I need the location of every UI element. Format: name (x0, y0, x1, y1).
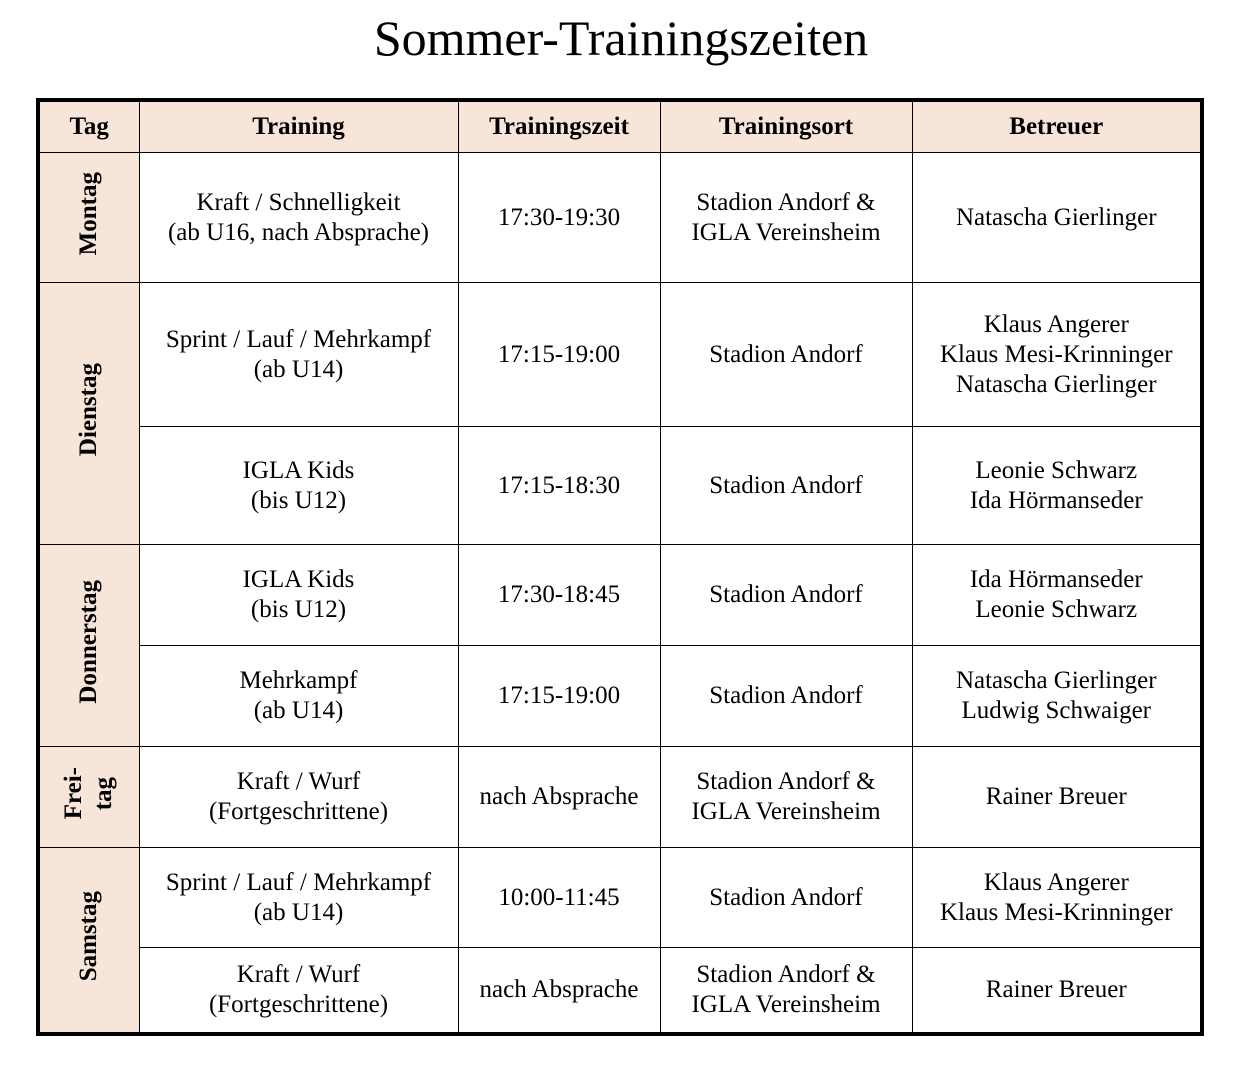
cell-line: Natascha Gierlinger (955, 370, 1157, 398)
cell-line: Ida Hörmanseder (969, 486, 1143, 514)
cell-line: Rainer Breuer (985, 976, 1127, 1004)
time-cell: nach Absprache (458, 746, 660, 847)
training-cell (139, 848, 458, 948)
cell-line: Leonie Schwarz (975, 595, 1138, 623)
time-cell: 10:00-11:45 (458, 848, 660, 948)
cell-line: Klaus Mesi-Krinninger (939, 340, 1173, 368)
cell-line: Frei- (60, 766, 88, 820)
location-cell (660, 746, 912, 847)
coach-cell (912, 848, 1202, 948)
location-cell (660, 848, 912, 948)
day-cell (38, 848, 139, 1034)
cell-line: Rainer Breuer (985, 783, 1127, 811)
day-label (74, 363, 104, 456)
cell-line: IGLA Kids (242, 565, 355, 593)
cell-line: Klaus Angerer (983, 310, 1129, 338)
cell-line: Sprint / Lauf / Mehrkampf (165, 325, 432, 353)
cell-line: Stadion Andorf & (696, 961, 876, 989)
cell-line: Leonie Schwarz (975, 456, 1138, 484)
cell-line: Kraft / Wurf (236, 961, 361, 989)
coach-cell (912, 283, 1202, 427)
coach-cell (912, 544, 1202, 645)
training-cell (139, 746, 458, 847)
header-training: Training (139, 100, 458, 153)
cell-line: (Fortgeschrittene) (208, 798, 389, 826)
cell-line: tag (90, 776, 118, 810)
cell-line: Donnerstag (75, 579, 103, 704)
cell-line: Samstag (75, 890, 103, 982)
cell-line: Stadion Andorf (709, 681, 863, 709)
cell-line: Montag (75, 171, 103, 256)
cell-line: Natascha Gierlinger (955, 666, 1157, 694)
cell-line: Natascha Gierlinger (955, 203, 1157, 231)
table-row (38, 544, 1202, 645)
table-row (38, 948, 1202, 1034)
time-cell: 17:15-19:00 (458, 283, 660, 427)
header-trainingszeit: Trainingszeit (458, 100, 660, 153)
cell-line: Stadion Andorf & (696, 768, 876, 796)
training-cell (139, 645, 458, 746)
cell-line: IGLA Kids (242, 456, 355, 484)
day-label (59, 767, 119, 819)
location-cell (660, 283, 912, 427)
location-cell (660, 645, 912, 746)
cell-line: Stadion Andorf (709, 883, 863, 911)
day-cell (38, 283, 139, 544)
cell-line: (bis U12) (250, 595, 347, 623)
cell-line: Sprint / Lauf / Mehrkampf (165, 868, 432, 896)
coach-cell (912, 427, 1202, 544)
training-schedule-table (36, 98, 1204, 1036)
table-row (38, 153, 1202, 283)
coach-cell (912, 746, 1202, 847)
table-row (38, 848, 1202, 948)
location-cell (660, 948, 912, 1034)
time-cell: 17:30-19:30 (458, 153, 660, 283)
cell-line: (bis U12) (250, 486, 347, 514)
schedule-body (38, 153, 1202, 1035)
day-cell (38, 544, 139, 746)
cell-line: IGLA Vereinsheim (691, 991, 881, 1019)
training-cell (139, 283, 458, 427)
location-cell (660, 544, 912, 645)
table-row (38, 427, 1202, 544)
coach-cell (912, 153, 1202, 283)
cell-line: (ab U14) (253, 696, 344, 724)
cell-line: Stadion Andorf (709, 471, 863, 499)
day-cell (38, 153, 139, 283)
training-cell (139, 948, 458, 1034)
day-label (74, 891, 104, 981)
cell-line: (ab U14) (253, 898, 344, 926)
training-cell (139, 153, 458, 283)
header-trainingsort: Trainingsort (660, 100, 912, 153)
cell-line: IGLA Vereinsheim (691, 798, 881, 826)
cell-line: Stadion Andorf (709, 580, 863, 608)
cell-line: Ida Hörmanseder (969, 565, 1143, 593)
cell-line: Klaus Angerer (983, 868, 1129, 896)
table-row (38, 283, 1202, 427)
coach-cell (912, 948, 1202, 1034)
day-label (74, 172, 104, 255)
cell-line: (ab U14) (253, 355, 344, 383)
cell-line: Mehrkampf (239, 666, 358, 694)
location-cell (660, 427, 912, 544)
cell-line: Kraft / Schnelligkeit (196, 188, 401, 216)
cell-line: Klaus Mesi-Krinninger (939, 898, 1173, 926)
table-row (38, 746, 1202, 847)
cell-line: (ab U16, nach Absprache) (167, 218, 429, 246)
coach-cell (912, 645, 1202, 746)
time-cell: 17:30-18:45 (458, 544, 660, 645)
time-cell: 17:15-19:00 (458, 645, 660, 746)
header-row (38, 100, 1202, 153)
cell-line: Stadion Andorf (709, 340, 863, 368)
cell-line: IGLA Vereinsheim (691, 218, 881, 246)
time-cell: nach Absprache (458, 948, 660, 1034)
day-label (74, 580, 104, 704)
time-cell: 17:15-18:30 (458, 427, 660, 544)
cell-line: Dienstag (75, 362, 103, 456)
day-cell (38, 746, 139, 847)
cell-line: Stadion Andorf & (696, 188, 876, 216)
table-row (38, 645, 1202, 746)
header-betreuer: Betreuer (912, 100, 1202, 153)
training-cell (139, 544, 458, 645)
location-cell (660, 153, 912, 283)
training-cell (139, 427, 458, 544)
cell-line: Kraft / Wurf (236, 768, 361, 796)
header-tag: Tag (38, 100, 139, 153)
page-title: Sommer-Trainingszeiten (373, 10, 869, 66)
cell-line: Ludwig Schwaiger (961, 696, 1152, 724)
cell-line: (Fortgeschrittene) (208, 991, 389, 1019)
